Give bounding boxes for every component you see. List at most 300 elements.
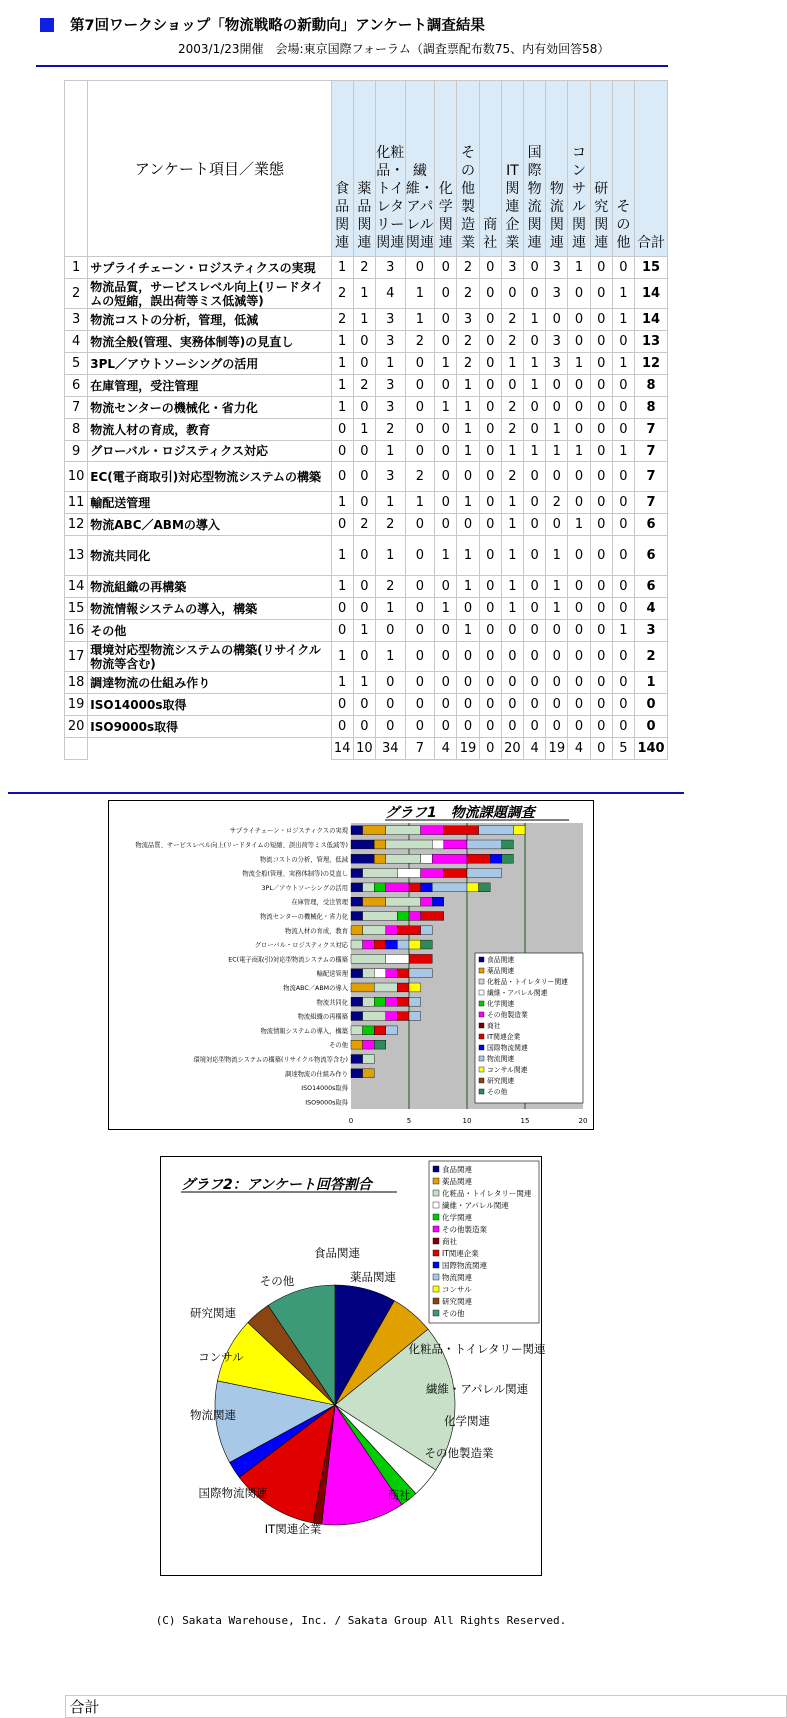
cell-value: 1 <box>457 620 479 642</box>
graph1-bar-segment <box>421 883 433 892</box>
table-row <box>65 576 668 598</box>
cell-value: 1 <box>353 309 375 331</box>
cell-value: 1 <box>568 257 590 279</box>
graph2-slice-label: 物流関連 <box>190 1408 236 1422</box>
row-number: 10 <box>65 462 88 492</box>
cell-value: 0 <box>546 716 568 738</box>
cell-value: 2 <box>375 514 405 536</box>
graph1-bar-segment <box>363 940 375 949</box>
row-item: サプライチェーン・ロジスティクスの実現 <box>88 257 331 279</box>
row-total: 8 <box>635 375 668 397</box>
graph1-category-label: 環境対応型物流システムの構築(リサイクル物流等含む) <box>193 1056 348 1064</box>
column-header: 商社 <box>479 81 501 257</box>
graph2-slice-label: 薬品関連 <box>350 1270 396 1284</box>
row-total: 8 <box>635 397 668 419</box>
graph1-category-label: 物流情報システムの導入，構築 <box>260 1027 348 1035</box>
graph1-bar-segment <box>479 826 514 835</box>
row-item: EC(電子商取引)対応型物流システムの構築 <box>88 462 331 492</box>
graph1-bar-segment <box>351 1040 363 1049</box>
cell-value: 0 <box>479 694 501 716</box>
column-header: 化学関連 <box>435 81 457 257</box>
cell-value: 0 <box>375 672 405 694</box>
table-row <box>65 462 668 492</box>
cell-value: 0 <box>479 353 501 375</box>
graph2-legend-swatch <box>433 1250 439 1256</box>
row-total: 7 <box>635 492 668 514</box>
graph1-legend-swatch <box>479 1067 484 1072</box>
cell-value: 0 <box>331 694 353 716</box>
graph1-bar-segment <box>363 1055 375 1064</box>
row-total: 7 <box>635 419 668 441</box>
cell-value: 0 <box>568 576 590 598</box>
cell-value: 1 <box>331 576 353 598</box>
row-item: 物流センターの機械化・省力化 <box>88 397 331 419</box>
cell-value: 1 <box>331 672 353 694</box>
cell-value: 0 <box>479 462 501 492</box>
graph1-bar-segment <box>409 940 421 949</box>
cell-value: 3 <box>375 309 405 331</box>
graph1-legend-label: コンサル関連 <box>487 1066 528 1074</box>
graph1-svg <box>109 801 595 1131</box>
graph1-bar-segment <box>386 954 409 963</box>
cell-value: 0 <box>501 642 523 672</box>
graph1-bar-segment <box>386 940 398 949</box>
row-number: 3 <box>65 309 88 331</box>
cell-value: 0 <box>590 642 612 672</box>
cell-value: 0 <box>568 462 590 492</box>
cell-value: 1 <box>612 309 634 331</box>
column-header: 食品関連 <box>331 81 353 257</box>
column-header: 物流関連 <box>546 81 568 257</box>
page-subtitle: 2003/1/23開催 会場:東京国際フォーラム（調査票配布数75、内有効回答58） <box>178 42 610 56</box>
column-total: 10 <box>353 738 375 760</box>
cell-value: 0 <box>457 672 479 694</box>
cell-value: 0 <box>405 441 435 462</box>
cell-value: 0 <box>353 397 375 419</box>
cell-value: 2 <box>501 309 523 331</box>
graph1-legend-label: 研究関連 <box>487 1077 515 1085</box>
graph2-legend-swatch <box>433 1178 439 1184</box>
column-total: 0 <box>590 738 612 760</box>
cell-value: 0 <box>568 279 590 309</box>
row-number: 11 <box>65 492 88 514</box>
graph2-legend-swatch <box>433 1286 439 1292</box>
graph1-bar-segment <box>409 969 432 978</box>
cell-value: 0 <box>405 694 435 716</box>
cell-value: 1 <box>353 419 375 441</box>
graph1-legend-swatch <box>479 957 484 962</box>
cell-value: 0 <box>479 309 501 331</box>
table-row <box>65 331 668 353</box>
column-total: 20 <box>501 738 523 760</box>
cell-value: 0 <box>568 419 590 441</box>
graph1-box <box>108 800 594 1130</box>
cell-value: 0 <box>405 353 435 375</box>
cell-value: 0 <box>331 598 353 620</box>
cell-value: 0 <box>479 492 501 514</box>
graph1-bar-segment <box>351 1069 363 1078</box>
table-footer-row <box>65 738 668 760</box>
graph1-bar-segment <box>386 926 398 935</box>
cell-value: 0 <box>546 694 568 716</box>
cell-value: 1 <box>546 419 568 441</box>
cell-value: 0 <box>405 397 435 419</box>
graph1-bar-segment <box>351 1055 363 1064</box>
graph1-legend-swatch <box>479 1001 484 1006</box>
table-row <box>65 353 668 375</box>
column-header: IT関連企業 <box>501 81 523 257</box>
cell-value: 1 <box>546 536 568 576</box>
cell-value: 0 <box>501 620 523 642</box>
graph2-legend-label: IT関連企業 <box>442 1249 479 1258</box>
cell-value: 1 <box>331 353 353 375</box>
cell-value: 1 <box>435 536 457 576</box>
graph1-bar-segment <box>351 840 374 849</box>
graph1-bar-segment <box>386 1026 398 1035</box>
cell-value: 0 <box>435 419 457 441</box>
column-total: 14 <box>331 738 353 760</box>
table-row <box>65 375 668 397</box>
cell-value: 0 <box>612 694 634 716</box>
cell-value: 0 <box>612 598 634 620</box>
graph1-bar-segment <box>363 1026 375 1035</box>
graph1-bar-segment <box>351 954 386 963</box>
graph1-legend-label: 薬品関連 <box>487 967 515 975</box>
graph2-legend-swatch <box>433 1310 439 1316</box>
graph2-slice-label: IT関連企業 <box>264 1522 322 1536</box>
cell-value: 0 <box>568 598 590 620</box>
cell-value: 1 <box>524 375 546 397</box>
cell-value: 1 <box>612 279 634 309</box>
cell-value: 1 <box>501 353 523 375</box>
graph1-bar-segment <box>363 926 386 935</box>
graph2-legend-swatch <box>433 1226 439 1232</box>
row-item: 物流コストの分析，管理，低減 <box>88 309 331 331</box>
graph1-bar-segment <box>409 883 421 892</box>
cell-value: 0 <box>546 620 568 642</box>
graph1-bar-segment <box>386 883 409 892</box>
cell-value: 0 <box>612 576 634 598</box>
cell-value: 0 <box>590 536 612 576</box>
graph1-bar-segment <box>363 1069 375 1078</box>
cell-value: 0 <box>479 419 501 441</box>
cell-value: 1 <box>331 536 353 576</box>
table-row <box>65 598 668 620</box>
cell-value: 0 <box>375 694 405 716</box>
cell-value: 2 <box>501 331 523 353</box>
cell-value: 1 <box>501 514 523 536</box>
middle-divider <box>8 792 684 794</box>
table-header-row <box>65 81 668 257</box>
graph2-slice-label: 化粧品・トイレタリー関連 <box>408 1342 546 1356</box>
row-total: 0 <box>635 694 668 716</box>
graph1-bar-segment <box>386 997 398 1006</box>
cell-value: 0 <box>568 672 590 694</box>
graph1-bar-segment <box>374 1040 386 1049</box>
row-total: 7 <box>635 462 668 492</box>
graph1-bar-segment <box>351 1026 363 1035</box>
cell-value: 0 <box>457 462 479 492</box>
graph1-bar-segment <box>397 983 409 992</box>
graph1-legend-label: 繊維・アパレル関連 <box>487 989 548 997</box>
cell-value: 0 <box>568 642 590 672</box>
cell-value: 0 <box>457 598 479 620</box>
row-item: 物流品質，サービスレベル向上(リードタイムの短縮，誤出荷等ミス低減等) <box>88 279 331 309</box>
cell-value: 0 <box>457 716 479 738</box>
cell-value: 0 <box>590 353 612 375</box>
graph1-legend-swatch <box>479 1089 484 1094</box>
graph1-bar-segment <box>363 826 386 835</box>
graph1-legend-swatch <box>479 1056 484 1061</box>
table-row <box>65 419 668 441</box>
cell-value: 2 <box>331 309 353 331</box>
table-row <box>65 441 668 462</box>
graph1-bar-segment <box>351 826 363 835</box>
graph1-title: グラフ1 物流課題調査 <box>385 805 535 821</box>
graph1-bar-segment <box>351 969 363 978</box>
cell-value: 1 <box>331 375 353 397</box>
cell-value: 0 <box>353 536 375 576</box>
graph2-slice-label: 商社 <box>387 1488 411 1502</box>
row-total: 1 <box>635 672 668 694</box>
graph1-category-label: 物流全般(管理、実務体制等)の見直し <box>242 870 348 878</box>
cell-value: 0 <box>612 716 634 738</box>
cell-value: 1 <box>375 441 405 462</box>
cell-value: 1 <box>524 441 546 462</box>
cell-value: 1 <box>612 441 634 462</box>
cell-value: 0 <box>524 419 546 441</box>
graph2-legend-label: 研究関連 <box>442 1297 472 1306</box>
cell-value: 3 <box>375 462 405 492</box>
graph1-legend-label: その他製造業 <box>487 1011 528 1019</box>
cell-value: 1 <box>375 642 405 672</box>
cell-value: 2 <box>405 331 435 353</box>
cell-value: 2 <box>501 462 523 492</box>
graph1-category-label: 輸配送管理 <box>316 970 348 978</box>
column-header: その他製造業 <box>457 81 479 257</box>
graph2-legend-swatch <box>433 1238 439 1244</box>
cell-value: 0 <box>331 462 353 492</box>
cell-value: 0 <box>568 694 590 716</box>
cell-value: 0 <box>568 492 590 514</box>
cell-value: 0 <box>612 642 634 672</box>
row-total: 2 <box>635 642 668 672</box>
cell-value: 1 <box>375 536 405 576</box>
cell-value: 2 <box>405 462 435 492</box>
graph1-category-label: 物流組織の再構築 <box>297 1013 348 1021</box>
cell-value: 0 <box>524 492 546 514</box>
graph1-bar-segment <box>351 869 363 878</box>
graph1-category-label: EC(電子商取引)対応型物流システムの構築 <box>228 956 348 964</box>
graph1-bar-segment <box>432 883 467 892</box>
cell-value: 0 <box>331 620 353 642</box>
cell-value: 0 <box>568 716 590 738</box>
row-number: 1 <box>65 257 88 279</box>
table-row <box>65 536 668 576</box>
graph2-legend-label: 食品関連 <box>442 1165 472 1174</box>
column-total: 34 <box>375 738 405 760</box>
graph2-slice-label: コンサル <box>198 1350 244 1364</box>
graph2-legend-label: 物流関連 <box>442 1273 472 1282</box>
graph1-bar-segment <box>479 883 491 892</box>
cell-value: 2 <box>375 576 405 598</box>
cell-value: 2 <box>353 375 375 397</box>
column-total: 19 <box>546 738 568 760</box>
graph2-legend-swatch <box>433 1214 439 1220</box>
cell-value: 1 <box>501 576 523 598</box>
cell-value: 3 <box>457 309 479 331</box>
cell-value: 0 <box>479 514 501 536</box>
graph2-legend-swatch <box>433 1202 439 1208</box>
cell-value: 0 <box>405 598 435 620</box>
table-row <box>65 694 668 716</box>
cell-value: 0 <box>524 279 546 309</box>
cell-value: 0 <box>435 620 457 642</box>
cell-value: 0 <box>501 716 523 738</box>
cell-value: 3 <box>546 257 568 279</box>
cell-value: 0 <box>568 620 590 642</box>
graph1-bar-segment <box>432 854 467 863</box>
cell-value: 0 <box>546 514 568 536</box>
graph1-category-label: 3PL／アウトソーシングの活用 <box>261 884 348 892</box>
graph2-legend-label: その他 <box>442 1309 465 1318</box>
row-number: 5 <box>65 353 88 375</box>
graph2-slice-label: 食品関連 <box>314 1246 360 1260</box>
cell-value: 0 <box>435 694 457 716</box>
row-item: ISO9000s取得 <box>88 716 331 738</box>
graph1-legend-label: 商社 <box>487 1022 501 1030</box>
table-row <box>65 672 668 694</box>
graph1-bar-segment <box>351 854 374 863</box>
cell-value: 0 <box>612 514 634 536</box>
row-number: 17 <box>65 642 88 672</box>
table-row <box>65 716 668 738</box>
graph1-category-label: ISO14000s取得 <box>301 1085 348 1093</box>
graph1-legend-swatch <box>479 1078 484 1083</box>
cell-value: 0 <box>590 620 612 642</box>
graph1-bar-segment <box>397 912 409 921</box>
cell-value: 0 <box>331 514 353 536</box>
cell-value: 0 <box>590 441 612 462</box>
column-header: 国際物流関連 <box>524 81 546 257</box>
cell-value: 0 <box>612 462 634 492</box>
graph1-legend-label: その他 <box>487 1088 508 1096</box>
cell-value: 0 <box>375 716 405 738</box>
cell-value: 0 <box>590 672 612 694</box>
cell-value: 0 <box>435 716 457 738</box>
graph1-bar-segment <box>374 1026 386 1035</box>
column-total: 7 <box>405 738 435 760</box>
graph1-bar-segment <box>374 997 386 1006</box>
cell-value: 0 <box>524 331 546 353</box>
graph1-bar-segment <box>397 1012 409 1021</box>
cell-value: 1 <box>405 279 435 309</box>
graph1-bar-segment <box>513 826 525 835</box>
cell-value: 0 <box>590 309 612 331</box>
row-total: 3 <box>635 620 668 642</box>
row-number: 2 <box>65 279 88 309</box>
graph1-bar-segment <box>444 826 479 835</box>
cell-value: 3 <box>546 331 568 353</box>
graph1-legend-swatch <box>479 1023 484 1028</box>
graph1-legend-label: 食品関連 <box>487 956 515 964</box>
cell-value: 0 <box>331 716 353 738</box>
cell-value: 1 <box>546 598 568 620</box>
graph1-bar-segment <box>397 940 409 949</box>
cell-value: 3 <box>375 397 405 419</box>
graph1-bar-segment <box>397 997 409 1006</box>
graph1-legend-label: IT関連企業 <box>487 1033 521 1041</box>
cell-value: 0 <box>479 576 501 598</box>
graph2-slice-label: 研究関連 <box>190 1306 236 1320</box>
cell-value: 0 <box>479 716 501 738</box>
cell-value: 0 <box>479 279 501 309</box>
column-total: 19 <box>457 738 479 760</box>
row-number: 15 <box>65 598 88 620</box>
page-title <box>40 14 485 35</box>
cell-value: 1 <box>353 620 375 642</box>
graph1-legend-label: 物流関連 <box>487 1055 515 1063</box>
cell-value: 0 <box>501 279 523 309</box>
row-number: 16 <box>65 620 88 642</box>
cell-value: 0 <box>479 257 501 279</box>
cell-value: 0 <box>479 672 501 694</box>
cell-value: 0 <box>524 716 546 738</box>
cell-value: 0 <box>524 257 546 279</box>
cell-value: 0 <box>331 419 353 441</box>
row-item: 物流情報システムの導入，構築 <box>88 598 331 620</box>
graph1-bar-segment <box>386 840 432 849</box>
graph1-bar-segment <box>467 869 502 878</box>
graph1-bar-segment <box>490 854 502 863</box>
graph2-legend-swatch <box>433 1166 439 1172</box>
cell-value: 1 <box>457 419 479 441</box>
cell-value: 1 <box>457 375 479 397</box>
cell-value: 2 <box>501 419 523 441</box>
row-item: ISO14000s取得 <box>88 694 331 716</box>
cell-value: 0 <box>405 672 435 694</box>
cell-value: 0 <box>590 279 612 309</box>
column-total: 4 <box>524 738 546 760</box>
graph1-bar-segment <box>351 997 363 1006</box>
cell-value: 1 <box>501 598 523 620</box>
cell-value: 3 <box>501 257 523 279</box>
cell-value: 0 <box>568 536 590 576</box>
column-total: 0 <box>479 738 501 760</box>
row-total: 0 <box>635 716 668 738</box>
cell-value: 1 <box>375 492 405 514</box>
row-total: 6 <box>635 514 668 536</box>
cell-value: 1 <box>353 279 375 309</box>
row-item: 環境対応型物流システムの構築(リサイクル物流等含む) <box>88 642 331 672</box>
cell-value: 2 <box>457 353 479 375</box>
table-row <box>65 279 668 309</box>
cell-value: 2 <box>375 419 405 441</box>
cell-value: 0 <box>405 716 435 738</box>
cell-value: 0 <box>524 514 546 536</box>
row-total: 14 <box>635 309 668 331</box>
cell-value: 1 <box>568 514 590 536</box>
graph1-bar-segment <box>351 883 363 892</box>
cell-value: 1 <box>331 331 353 353</box>
graph2-legend-label: その他製造業 <box>442 1225 487 1234</box>
cell-value: 0 <box>457 694 479 716</box>
cell-value: 0 <box>435 672 457 694</box>
graph2-legend-label: 薬品関連 <box>442 1177 472 1186</box>
cell-value: 1 <box>568 353 590 375</box>
graph1-bar-segment <box>502 840 514 849</box>
cell-value: 0 <box>479 598 501 620</box>
